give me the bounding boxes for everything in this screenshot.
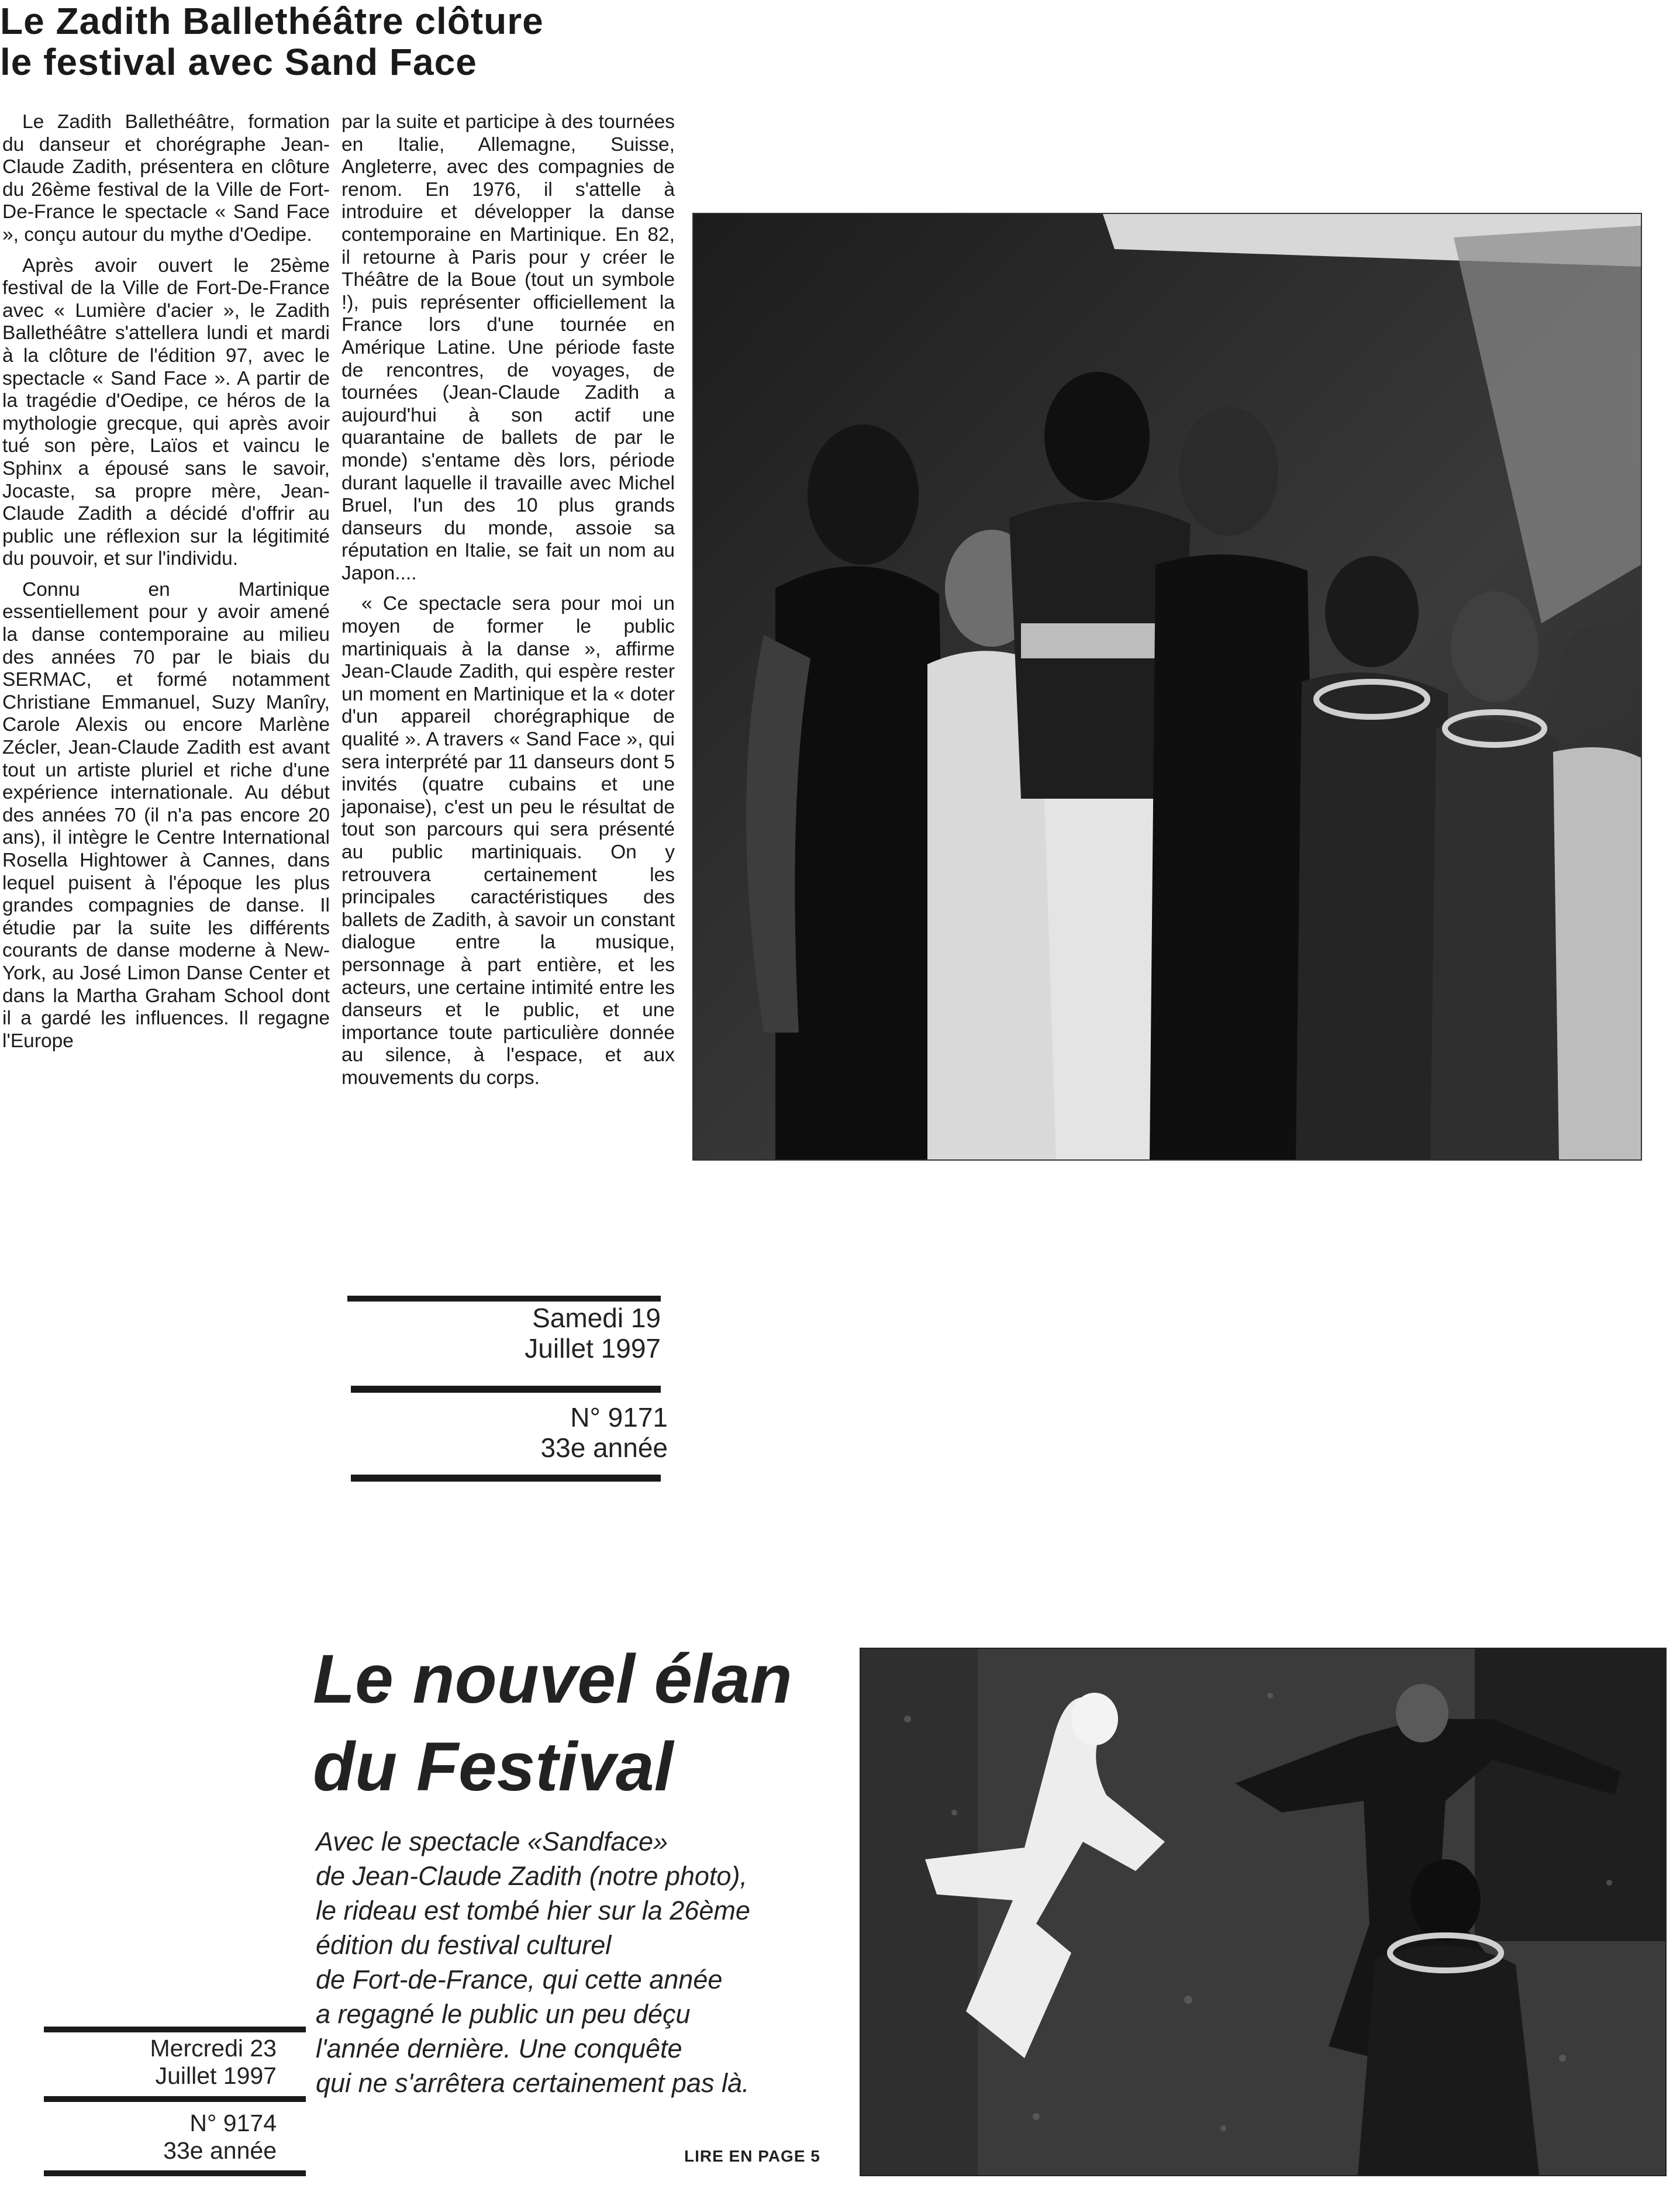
article2-deck-line-7: l'année dernière. Une conquête (316, 2034, 682, 2063)
stage-performance-photo (860, 1648, 1667, 2176)
article1-col1-paragraph-3: Connu en Martinique essentiellement pour y avoir amené la danse contemporaine au milieu des années 70 par le biais du SERMAC, et formé notamment Christiane Emmanuel, Suzy Manîry, Carole Alexis ou encore Marlène Zécler, Jean-Claude Zadith est avant tout un artiste pluriel et riche d'une expérience internationale. Au début des années 70 (il n'a pas encore 20 ans), il intègre le Centre International Rosella Hightower à Cannes, dans lequel puisent à l'époque les plus grandes compagnies de danse. Il étudie par la suite les différents courants de danse moderne à New-York, au José Limon Danse Center et dans la Martha Graham School dont il a gardé les influences. Il regagne l'Europe (2, 578, 330, 1052)
article2-issue-rule-bottom (44, 2170, 306, 2176)
article1-date-rule-middle (351, 1386, 661, 1393)
article1-date-line2: Juillet 1997 (525, 1333, 661, 1364)
article1-headline-line2: le festival avec Sand Face (0, 41, 477, 83)
article2-headline-line1: Le nouvel élan (313, 1641, 792, 1718)
continued-on-page-label: LIRE EN PAGE 5 (684, 2147, 820, 2165)
article2-date-rule-top (44, 2027, 306, 2032)
article2-deck-line-2: de Jean-Claude Zadith (notre photo), (316, 1861, 747, 1891)
article1-date-rule-top (347, 1296, 661, 1302)
article1-col1-paragraph-2: Après avoir ouvert le 25ème festival de la Ville de Fort-De-France avec « Lumière d'acier », le Zadith Ballethéâtre s'attellera lundi et mardi à la clôture de l'édition 97, avec le spectacle « Sand Face ». A partir de la tragédie d'Oedipe, ce héros de la mythologie grecque, qui après avoir tué son père, Laïos et vaincu le Sphinx a épousé sans le savoir, Jocaste, sa propre mère, Jean-Claude Zadith a décidé d'offrir au public une réflexion sur la légitimité du pouvoir, et sur l'individu. (2, 254, 330, 570)
article1-issue (347, 1402, 668, 1463)
dancers-group-photo-illustration (694, 214, 1641, 1159)
article2-headline-line2: du Festival (313, 1728, 674, 1806)
article2-deck (316, 1824, 854, 2100)
article2-deck-line-8: qui ne s'arrêtera certainement pas là. (316, 2068, 750, 2098)
article1-headline-line1: Le Zadith Ballethéâtre clôture (0, 0, 544, 42)
article2-deck-line-3: le rideau est tombé hier sur la 26ème (316, 1896, 750, 1925)
article2-date-line1: Mercredi 23 (150, 2035, 277, 2062)
article1-col2-paragraph-1: par la suite et participe à des tournées en Italie, Allemagne, Suisse, Angleterre, avec des compagnies de renom. En 1976, il s'attelle à introduire et développer la danse contemporaine en Martinique. En 82, il retourne à Paris pour y créer le Théâtre de la Boue (tout un symbole !), puis représenter officiellement la France lors d'une tournée en Amérique Latine. Une période faste de rencontres, de voyages, de tournées (Jean-Claude Zadith a aujourd'hui à son actif une quarantaine de ballets de par le monde) s'entame dès lors, période durant laquelle il travaille avec Michel Bruel, l'un des 10 plus grands danseurs du monde, assoie sa réputation en Italie, se fait un nom au Japon.... (341, 111, 675, 584)
article2-deck-line-4: édition du festival culturel (316, 1930, 612, 1960)
article2-date-line2: Juillet 1997 (155, 2062, 277, 2089)
article2-deck-line-5: de Fort-de-France, qui cette année (316, 1965, 723, 1994)
article1-col2-paragraph-2: « Ce spectacle sera pour moi un moyen de former le public martiniquais à la danse », affirme Jean-Claude Zadith, qui espère rester un moment en Martinique et la « doter d'un appareil chorégraphique de qualité ». A travers « Sand Face », qui sera interprété par 11 danseurs dont 5 invités (quatre cubains et une japonaise), c'est un peu le résultat de tout son parcours qui sera présenté au public martiniquais. On y retrouvera certainement les principales caractéristiques des ballets de Zadith, à savoir un constant dialogue entre la musique, personnage à part entière, et les acteurs, une certaine intimité entre les danseurs et le public, et une importance toute particulière donnée au silence, à l'espace, et aux mouvements du corps. (341, 593, 675, 1089)
article1-col1-paragraph-1: Le Zadith Ballethéâtre, formation du danseur et chorégraphe Jean-Claude Zadith, présentera en clôture du 26ème festival de la Ville de Fort-De-France le spectacle « Sand Face », conçu autour du mythe d'Oedipe. (2, 111, 330, 246)
article2-date-rule-middle (44, 2096, 306, 2102)
article1-column-2 (341, 111, 675, 1098)
article1-issue-line2: 33e année (540, 1432, 668, 1463)
stage-performance-photo-illustration (861, 1649, 1665, 2175)
article1-date-line1: Samedi 19 (532, 1303, 661, 1333)
article2-issue-line2: 33e année (163, 2137, 277, 2164)
article1-date (347, 1303, 661, 1364)
article2-deck-line-6: a regagné le public un peu déçu (316, 1999, 691, 2029)
dancers-group-photo (692, 213, 1642, 1161)
article2-date (44, 2035, 277, 2090)
article2-deck-line-1: Avec le spectacle «Sandface» (316, 1827, 668, 1856)
article2-issue (44, 2110, 277, 2165)
article1-issue-line1: N° 9171 (570, 1402, 668, 1432)
article1-column-1 (2, 111, 330, 1061)
article2-issue-line1: N° 9174 (189, 2110, 277, 2136)
article1-issue-rule-bottom (351, 1475, 661, 1482)
